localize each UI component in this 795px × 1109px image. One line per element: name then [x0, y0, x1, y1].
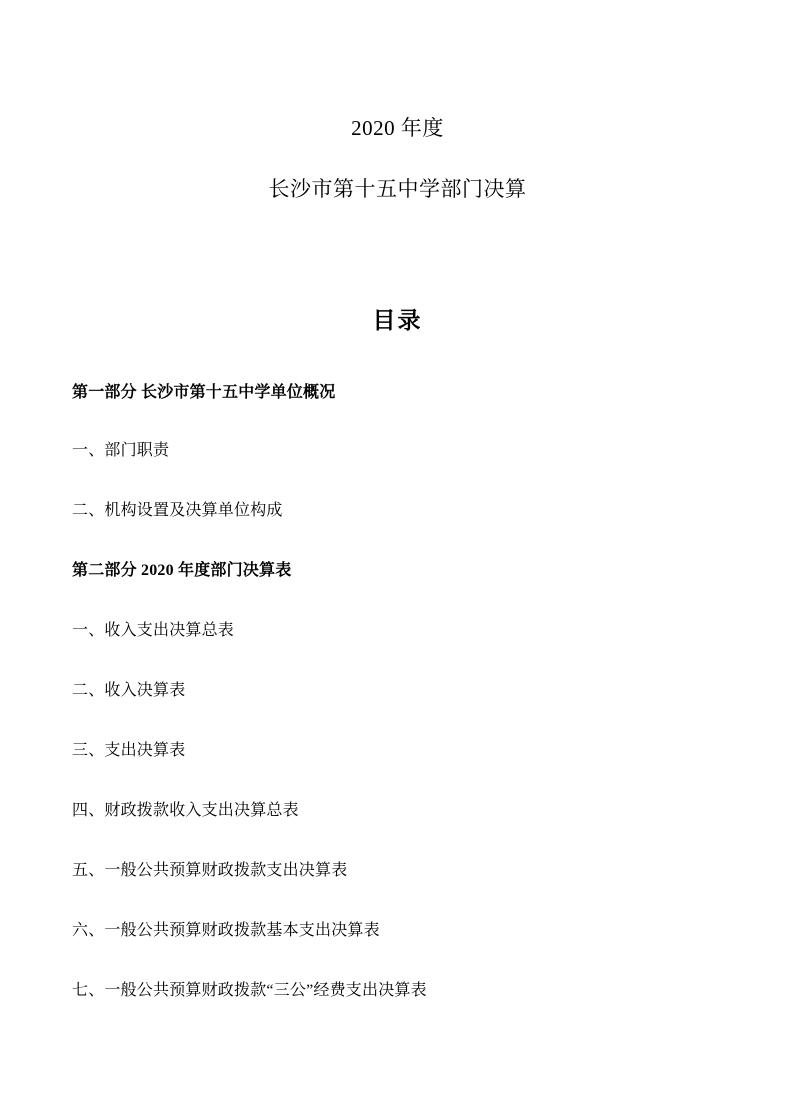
toc-item-1-1[interactable]: 一、部门职责 [72, 442, 170, 459]
toc-item-2-3[interactable]: 三、支出决算表 [72, 742, 186, 759]
toc-item-2-2[interactable]: 二、收入决算表 [72, 682, 186, 699]
toc-item-1-2[interactable]: 二、机构设置及决算单位构成 [72, 502, 283, 519]
toc-list [72, 365, 723, 1021]
toc-item-2-5[interactable]: 五、一般公共预算财政拨款支出决算表 [72, 862, 348, 879]
document-title-year: 2020 年度 [351, 116, 444, 140]
toc-item-2-4[interactable]: 四、财政拨款收入支出决算总表 [72, 802, 299, 819]
toc-item-part-1[interactable]: 第一部分 长沙市第十五中学单位概况 [72, 384, 336, 401]
document-title-main: 长沙市第十五中学部门决算 [268, 177, 527, 201]
toc-item-part-2[interactable]: 第二部分 2020 年度部门决算表 [72, 562, 292, 579]
document-title-block [72, 0, 723, 200]
toc-item-2-6[interactable]: 六、一般公共预算财政拨款基本支出决算表 [72, 922, 380, 939]
toc-heading: 目录 [372, 308, 423, 333]
toc-item-2-1[interactable]: 一、收入支出决算总表 [72, 622, 235, 639]
toc-item-2-7[interactable]: 七、一般公共预算财政拨款“三公”经费支出决算表 [72, 982, 427, 999]
